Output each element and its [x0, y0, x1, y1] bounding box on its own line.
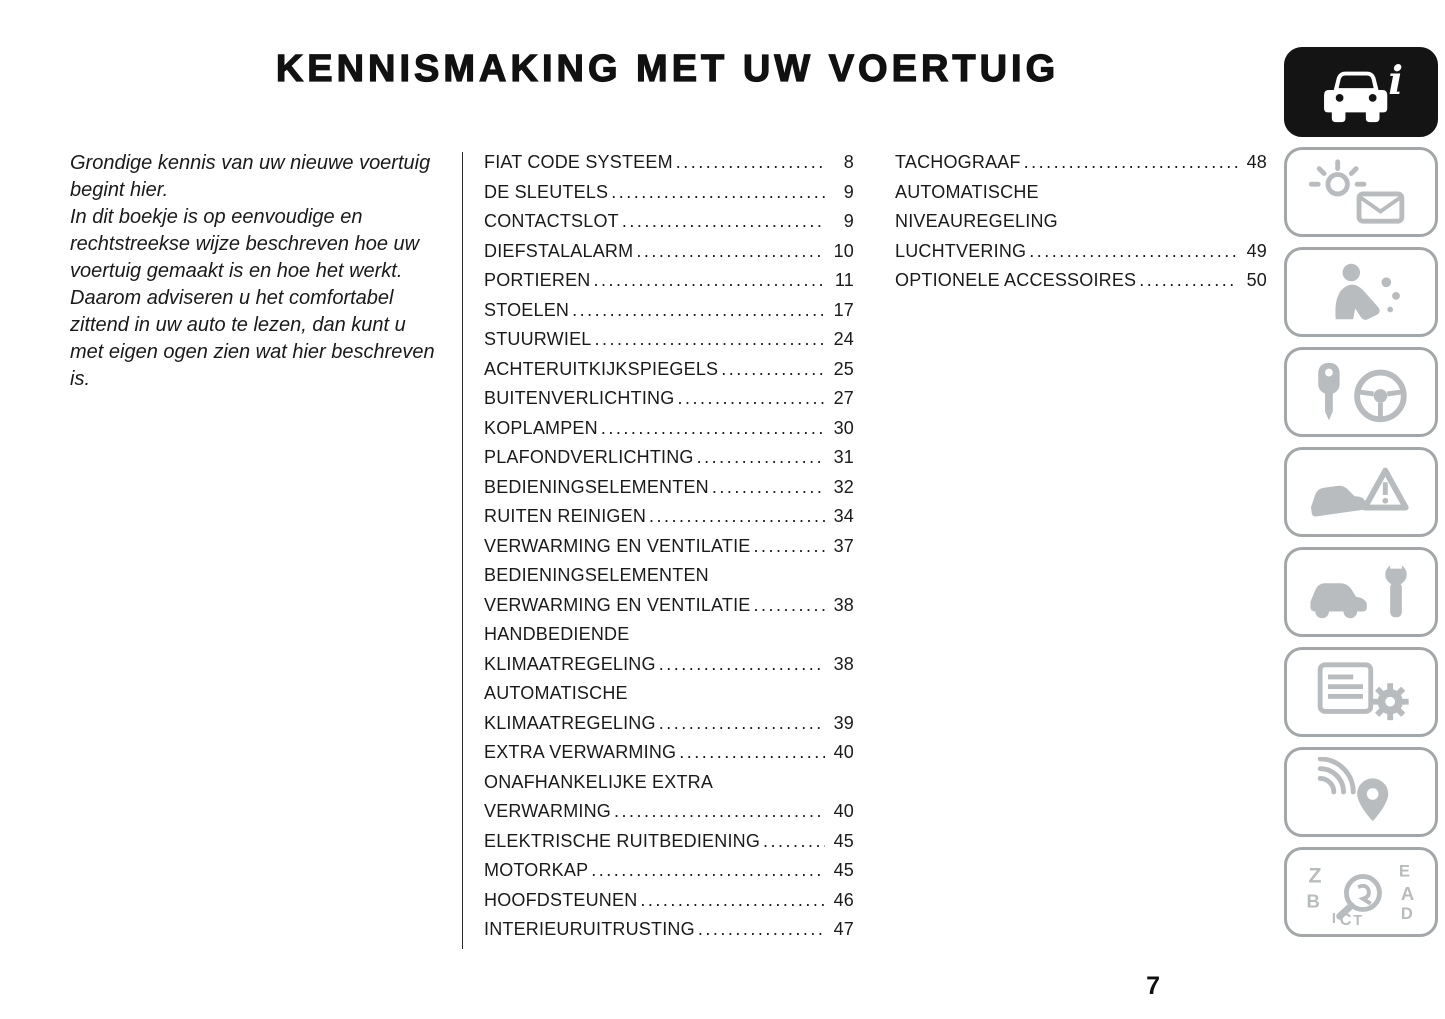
tab-dashboard-controls[interactable] [1284, 147, 1438, 237]
dot-leader [676, 152, 825, 173]
alphabetical-index-icon [1302, 857, 1420, 927]
toc-entry-label: INTERIEURUITRUSTING [484, 919, 695, 939]
toc-entry-label: PORTIEREN [484, 270, 591, 290]
toc-entry-label: STOELEN [484, 299, 570, 320]
toc-entry-label: DIEFSTALALARM [484, 240, 634, 261]
toc-entry-label: STUURWIEL [484, 329, 592, 349]
dot-leader [1029, 241, 1238, 262]
tab-safety[interactable] [1284, 247, 1438, 337]
dot-leader [594, 329, 825, 350]
dot-leader [677, 388, 825, 409]
toc-entry-label: BEDIENINGSELEMENTEN [484, 565, 709, 585]
toc-entry-label: FIAT CODE SYSTEEM [484, 152, 673, 172]
toc-entry [484, 329, 854, 359]
svg-text:T: T [1353, 913, 1363, 927]
toc-entry-page: 32 [833, 476, 854, 497]
toc-entry-label: BEDIENINGSELEMENTEN [484, 476, 709, 497]
toc-entry-label: DE SLEUTELS [484, 181, 609, 202]
intro-paragraph: In dit boekje is op eenvoudige en rechtstreekse wijze beschreven hoe uw voertuig gemaakt is en hoe het werkt. [70, 206, 420, 282]
tab-multimedia[interactable] [1284, 747, 1438, 837]
toc-entry-label: VERWARMING [484, 801, 612, 821]
toc-entry [484, 890, 854, 920]
toc-entry [484, 447, 854, 477]
toc-entry-label: HANDBEDIENDE [484, 624, 630, 644]
dot-leader [636, 241, 825, 262]
toc-entry [484, 359, 854, 389]
dot-leader [611, 182, 825, 203]
dot-leader [754, 536, 825, 557]
toc-entry-page: 37 [833, 535, 854, 556]
toc-entry-page: 46 [833, 889, 854, 910]
toc-entry-label: OPTIONELE ACCESSOIRES [895, 270, 1137, 290]
tab-in-emergency[interactable] [1284, 447, 1438, 537]
car-info-icon [1302, 57, 1420, 127]
toc-entry [484, 565, 854, 624]
emergency-triangle-icon [1302, 457, 1420, 527]
toc-entry [484, 300, 854, 330]
toc-column-1 [462, 152, 854, 949]
toc-entry-page: 31 [833, 447, 854, 467]
toc-entry-page: 45 [833, 860, 854, 880]
toc-entry-label: PLAFONDVERLICHTING [484, 447, 694, 467]
toc-entry-label: ACHTERUITKIJKSPIEGELS [484, 358, 719, 379]
toc-entry [484, 919, 854, 949]
dot-leader [1139, 270, 1238, 291]
toc-entry-label: VERWARMING EN VENTILATIE [484, 535, 751, 556]
toc-entry [484, 536, 854, 566]
key-steering-wheel-icon [1302, 357, 1420, 427]
toc-entry-page: 45 [833, 830, 854, 851]
toc-entry [895, 182, 1267, 271]
toc-entry [484, 742, 854, 772]
toc-entry-page: 10 [833, 240, 854, 261]
toc-entry-label: KLIMAATREGELING [484, 712, 656, 733]
car-wrench-icon [1302, 557, 1420, 627]
toc-entry [484, 624, 854, 683]
page-number: 7 [1146, 972, 1160, 1000]
safety-airbag-icon [1302, 257, 1420, 327]
toc-entry-label: VERWARMING EN VENTILATIE [484, 594, 751, 615]
toc-entry-label: RUITEN REINIGEN [484, 506, 647, 526]
tab-technical-data[interactable] [1284, 647, 1438, 737]
toc-entry [484, 152, 854, 182]
toc-entry-page: 40 [833, 742, 854, 762]
dot-leader [601, 418, 825, 439]
toc-entry-page: 30 [833, 417, 854, 438]
toc-entry [484, 831, 854, 861]
svg-text:Z: Z [1308, 863, 1322, 888]
toc-entry-page: 27 [833, 388, 854, 408]
toc-entry [484, 772, 854, 831]
toc-entry-page: 24 [833, 329, 854, 349]
dot-leader [594, 270, 826, 291]
intro-paragraph: Grondige kennis van uw nieuwe voertuig begint hier. [70, 152, 431, 201]
toc-entry [484, 477, 854, 507]
toc-entry [484, 506, 854, 536]
toc-entry-label: KLIMAATREGELING [484, 653, 656, 674]
svg-text:B: B [1306, 890, 1320, 912]
dot-leader [622, 211, 825, 232]
toc-entry [484, 388, 854, 418]
dot-leader [614, 801, 825, 822]
toc-entry-page: 8 [843, 152, 854, 172]
tab-starting-driving[interactable] [1284, 347, 1438, 437]
toc-entry-page: 50 [1246, 270, 1267, 290]
chapter-tabs [1284, 47, 1442, 947]
intro-text [70, 150, 442, 393]
toc-entry-label: NIVEAUREGELING [895, 211, 1058, 231]
tab-vehicle-info[interactable] [1284, 47, 1438, 137]
toc-entry-page: 39 [833, 712, 854, 733]
toc-entry-label: EXTRA VERWARMING [484, 742, 677, 762]
toc-entry-page: 17 [833, 299, 854, 320]
dot-leader [754, 595, 825, 616]
toc-entry-page: 47 [833, 919, 854, 939]
svg-text:I: I [1331, 911, 1336, 927]
toc-entry-page: 9 [843, 211, 854, 231]
svg-text:C: C [1339, 910, 1352, 927]
dot-leader [763, 831, 825, 852]
toc-entry-page: 11 [834, 270, 854, 290]
toc-entry-page: 48 [1246, 152, 1267, 172]
toc-entry [484, 241, 854, 271]
audio-navigation-icon [1302, 757, 1420, 827]
tab-alphabetical-index[interactable] [1284, 847, 1438, 937]
toc-entry [484, 418, 854, 448]
toc-entry [484, 860, 854, 890]
dot-leader [712, 477, 825, 498]
toc-entry-page: 38 [833, 653, 854, 674]
dot-leader [572, 300, 825, 321]
dot-leader [649, 506, 825, 527]
svg-text:i: i [1388, 57, 1404, 104]
toc-entry [484, 182, 854, 212]
dot-leader [1024, 152, 1238, 173]
dot-leader [659, 713, 825, 734]
toc-entry-label: ELEKTRISCHE RUITBEDIENING [484, 830, 761, 851]
toc-entry-label: BUITENVERLICHTING [484, 388, 675, 408]
dot-leader [640, 890, 825, 911]
toc-entry-label: TACHOGRAAF [895, 152, 1021, 172]
dot-leader [659, 654, 825, 675]
toc-entry-label: CONTACTSLOT [484, 211, 619, 231]
svg-text:D: D [1400, 904, 1413, 924]
intro-paragraph: Daarom adviseren u het comfortabel zittend in uw auto te lezen, dan kunt u met eigen ogen zien wat hier beschreven is. [70, 287, 435, 390]
toc-entry [484, 211, 854, 241]
dot-leader [721, 359, 825, 380]
spec-sheet-gear-icon [1302, 657, 1420, 727]
toc-entry-label: LUCHTVERING [895, 240, 1027, 261]
toc-entry [484, 683, 854, 742]
toc-entry [484, 270, 854, 300]
toc-entry [895, 152, 1267, 182]
tab-maintenance[interactable] [1284, 547, 1438, 637]
toc-entry-page: 40 [833, 801, 854, 821]
warning-light-message-icon [1302, 157, 1420, 227]
toc-entry-label: ONAFHANKELIJKE EXTRA [484, 771, 714, 792]
toc-entry-label: MOTORKAP [484, 860, 589, 880]
dot-leader [697, 447, 825, 468]
toc-entry-label: AUTOMATISCHE [484, 683, 628, 703]
toc-entry-label: AUTOMATISCHE [895, 181, 1039, 202]
toc-column-2 [895, 152, 1267, 300]
toc-entry-page: 49 [1246, 240, 1267, 261]
toc-entry-label: HOOFDSTEUNEN [484, 889, 638, 910]
toc-entry-page: 9 [843, 181, 854, 202]
svg-text:A: A [1400, 882, 1415, 904]
dot-leader [591, 860, 825, 881]
toc-entry-label: KOPLAMPEN [484, 417, 598, 438]
toc-entry-page: 38 [833, 594, 854, 615]
toc-entry-page: 34 [833, 506, 854, 526]
svg-text:E: E [1398, 861, 1410, 881]
toc-entry-page: 25 [833, 358, 854, 379]
page-title: KENNISMAKING MET UW VOERTUIG [275, 48, 1060, 90]
dot-leader [698, 919, 825, 940]
toc-entry [895, 270, 1267, 300]
dot-leader [679, 742, 825, 763]
